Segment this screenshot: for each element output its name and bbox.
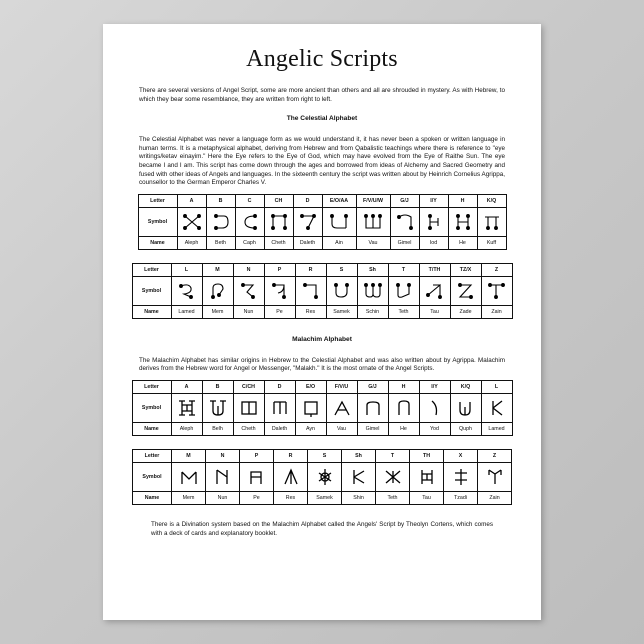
rowhead-letter: Letter <box>138 194 177 207</box>
letter-cell: L <box>171 263 202 276</box>
name-cell: Yod <box>419 422 450 435</box>
name-cell: Caph <box>235 236 264 249</box>
name-cell: Aleph <box>171 422 202 435</box>
glyph-aleph <box>171 393 202 422</box>
name-cell: Vau <box>356 236 390 249</box>
name-cell: Schin <box>357 305 388 318</box>
glyph-shin <box>342 462 376 491</box>
letter-cell: K/Q <box>450 380 481 393</box>
rowhead-name: Name <box>133 491 172 504</box>
glyph-daleth <box>293 207 322 236</box>
name-cell: Gimel <box>357 422 388 435</box>
name-cell: Quph <box>450 422 481 435</box>
celestial-heading: The Celestial Alphabet <box>286 115 358 123</box>
malachim-paragraph: The Malachim Alphabet has similar origins in Hebrew to the Celestial Alphabet and was also written about by Agrippa. Malachim derives from the Hebrew word for Angel or Messenger, "Malakh." It is the most ornate of the Angel Scripts. <box>139 356 505 373</box>
name-cell: Tau <box>419 305 450 318</box>
glyph-vau <box>356 207 390 236</box>
glyph-samek <box>308 462 342 491</box>
name-cell: Zain <box>478 491 512 504</box>
glyph-nun <box>233 276 264 305</box>
celestial-table-2 <box>132 263 513 319</box>
letter-cell: CH <box>264 194 293 207</box>
glyph-kuff <box>477 207 506 236</box>
name-cell: Samek <box>308 491 342 504</box>
glyph-ain <box>322 207 356 236</box>
glyph-ayn <box>295 393 326 422</box>
name-cell: Teth <box>376 491 410 504</box>
glyph-quph <box>450 393 481 422</box>
letter-cell: R <box>295 263 326 276</box>
name-cell: Vau <box>326 422 357 435</box>
glyph-cheth <box>233 393 264 422</box>
name-cell: Daleth <box>264 422 295 435</box>
glyph-mem <box>202 276 233 305</box>
letter-cell: D <box>293 194 322 207</box>
table-row-name <box>133 491 512 504</box>
glyph-pe <box>264 276 295 305</box>
glyph-zade <box>450 276 481 305</box>
table-row-symbol <box>138 207 506 236</box>
name-cell: Pe <box>240 491 274 504</box>
name-cell: Lamed <box>171 305 202 318</box>
name-cell: Belh <box>202 422 233 435</box>
glyph-belh <box>202 393 233 422</box>
rowhead-name: Name <box>138 236 177 249</box>
table-row-symbol <box>132 276 512 305</box>
malachim-table-1-wrap <box>103 380 541 436</box>
celestial-table-1-wrap <box>103 194 541 250</box>
name-cell: Nun <box>206 491 240 504</box>
letter-cell: I/Y <box>419 194 448 207</box>
letter-cell: K/Q <box>477 194 506 207</box>
name-cell: Res <box>295 305 326 318</box>
name-cell: Tau <box>410 491 444 504</box>
name-cell: He <box>388 422 419 435</box>
name-cell: Zain <box>481 305 512 318</box>
letter-cell: T <box>388 263 419 276</box>
letter-cell: E/O/AA <box>322 194 356 207</box>
name-cell: Mem <box>172 491 206 504</box>
glyph-lamed <box>171 276 202 305</box>
name-cell: He <box>448 236 477 249</box>
poster-sheet <box>103 24 541 620</box>
letter-cell: F/V/U <box>326 380 357 393</box>
glyph-pe <box>240 462 274 491</box>
letter-cell: C <box>235 194 264 207</box>
rowhead-letter: Letter <box>132 263 171 276</box>
letter-cell: A <box>171 380 202 393</box>
malachim-table-1 <box>132 380 513 436</box>
letter-cell: Sh <box>357 263 388 276</box>
closing-paragraph: There is a Divination system based on the Malachim Alphabet called the Angels' Script by Theolyn Cortens, which comes with a deck of cards and explanatory booklet. <box>151 520 493 537</box>
malachim-heading: Malachim Alphabet <box>292 335 352 343</box>
celestial-table-2-wrap <box>103 263 541 319</box>
name-cell: Ayn <box>295 422 326 435</box>
glyph-res <box>274 462 308 491</box>
rowhead-letter: Letter <box>132 380 171 393</box>
poster-canvas <box>103 24 541 620</box>
name-cell: Nun <box>233 305 264 318</box>
glyph-daleth <box>264 393 295 422</box>
letter-cell: M <box>172 449 206 462</box>
letter-cell: Sh <box>342 449 376 462</box>
glyph-zain <box>478 462 512 491</box>
celestial-paragraph: The Celestial Alphabet was never a language form as we would understand it, it has never been a spoken or written language in human terms. It is a metaphysical alphabet, deriving from Hebrew and from Qabalistic teachings where there is reference to "eye writings/ketav einayim." Here the Eye refers to the Eye of God, which may have evolved from the Eye of Raithe Sun. The eye became I and I am. This script has come down through the ages and borrowed from ideas of Alchemy and Sacred Geometry and fused with other ideas of Angels and languages. In the sixteenth century the script was written about by Heinrich Cornelius Agrippa, counsellor to the German Emperor Charles V. <box>139 136 505 187</box>
glyph-samek <box>326 276 357 305</box>
glyph-lamed <box>481 393 512 422</box>
name-cell: Beth <box>206 236 235 249</box>
rowhead-symbol: Symbol <box>132 393 171 422</box>
malachim-table-2 <box>132 449 512 505</box>
name-cell: Aleph <box>177 236 206 249</box>
table-row-name <box>132 305 512 318</box>
rowhead-symbol: Symbol <box>132 276 171 305</box>
letter-cell: TH <box>410 449 444 462</box>
rowhead-name: Name <box>132 422 171 435</box>
name-cell: Ain <box>322 236 356 249</box>
name-cell: Lamed <box>481 422 512 435</box>
name-cell: Tzadi <box>444 491 478 504</box>
table-row-letter <box>133 449 512 462</box>
glyph-zain <box>481 276 512 305</box>
table-row-symbol <box>133 462 512 491</box>
name-cell: Gimel <box>390 236 419 249</box>
letter-cell: G/J <box>357 380 388 393</box>
name-cell: Samek <box>326 305 357 318</box>
glyph-tzadi <box>444 462 478 491</box>
letter-cell: G/J <box>390 194 419 207</box>
rowhead-letter: Letter <box>133 449 172 462</box>
rowhead-name: Name <box>132 305 171 318</box>
letter-cell: H <box>388 380 419 393</box>
name-cell: Pe <box>264 305 295 318</box>
name-cell: Shin <box>342 491 376 504</box>
glyph-yod <box>419 393 450 422</box>
letter-cell: N <box>233 263 264 276</box>
table-row-letter <box>132 380 512 393</box>
letter-cell: R <box>274 449 308 462</box>
letter-cell: S <box>326 263 357 276</box>
name-cell: Teth <box>388 305 419 318</box>
malachim-table-2-wrap <box>103 449 541 505</box>
page-title: Angelic Scripts <box>246 46 398 72</box>
name-cell: Cheth <box>233 422 264 435</box>
letter-cell: B <box>206 194 235 207</box>
rowhead-symbol: Symbol <box>133 462 172 491</box>
letter-cell: Z <box>481 263 512 276</box>
glyph-teth <box>376 462 410 491</box>
glyph-tau <box>419 276 450 305</box>
letter-cell: P <box>240 449 274 462</box>
name-cell: Cheth <box>264 236 293 249</box>
letter-cell: A <box>177 194 206 207</box>
name-cell: Zade <box>450 305 481 318</box>
glyph-schin <box>357 276 388 305</box>
letter-cell: C/CH <box>233 380 264 393</box>
letter-cell: N <box>206 449 240 462</box>
glyph-beth <box>206 207 235 236</box>
intro-paragraph: There are several versions of Angel Script, some are more ancient than others and all are shrouded in mystery. As with Hebrew, to which they bear some resemblance, they are written from right to left. <box>139 87 505 103</box>
name-cell: Kuff <box>477 236 506 249</box>
letter-cell: TZ/X <box>450 263 481 276</box>
glyph-res <box>295 276 326 305</box>
name-cell: Mem <box>202 305 233 318</box>
letter-cell: T/TH <box>419 263 450 276</box>
letter-cell: F/V/U/W <box>356 194 390 207</box>
name-cell: Res <box>274 491 308 504</box>
glyph-caph <box>235 207 264 236</box>
letter-cell: T <box>376 449 410 462</box>
name-cell: Daleth <box>293 236 322 249</box>
glyph-gimel <box>357 393 388 422</box>
letter-cell: Z <box>478 449 512 462</box>
letter-cell: S <box>308 449 342 462</box>
letter-cell: P <box>264 263 295 276</box>
letter-cell: I/Y <box>419 380 450 393</box>
table-row-name <box>132 422 512 435</box>
glyph-vau <box>326 393 357 422</box>
glyph-tau <box>410 462 444 491</box>
letter-cell: D <box>264 380 295 393</box>
glyph-teth <box>388 276 419 305</box>
letter-cell: X <box>444 449 478 462</box>
letter-cell: B <box>202 380 233 393</box>
glyph-he <box>448 207 477 236</box>
celestial-table-1 <box>138 194 507 250</box>
letter-cell: E/O <box>295 380 326 393</box>
glyph-gimel <box>390 207 419 236</box>
table-row-symbol <box>132 393 512 422</box>
table-row-letter <box>132 263 512 276</box>
table-row-letter <box>138 194 506 207</box>
glyph-nun <box>206 462 240 491</box>
glyph-iod <box>419 207 448 236</box>
table-row-name <box>138 236 506 249</box>
glyph-cheth <box>264 207 293 236</box>
letter-cell: H <box>448 194 477 207</box>
glyph-he <box>388 393 419 422</box>
letter-cell: M <box>202 263 233 276</box>
rowhead-symbol: Symbol <box>138 207 177 236</box>
glyph-mem <box>172 462 206 491</box>
letter-cell: L <box>481 380 512 393</box>
name-cell: Iod <box>419 236 448 249</box>
glyph-aleph <box>177 207 206 236</box>
